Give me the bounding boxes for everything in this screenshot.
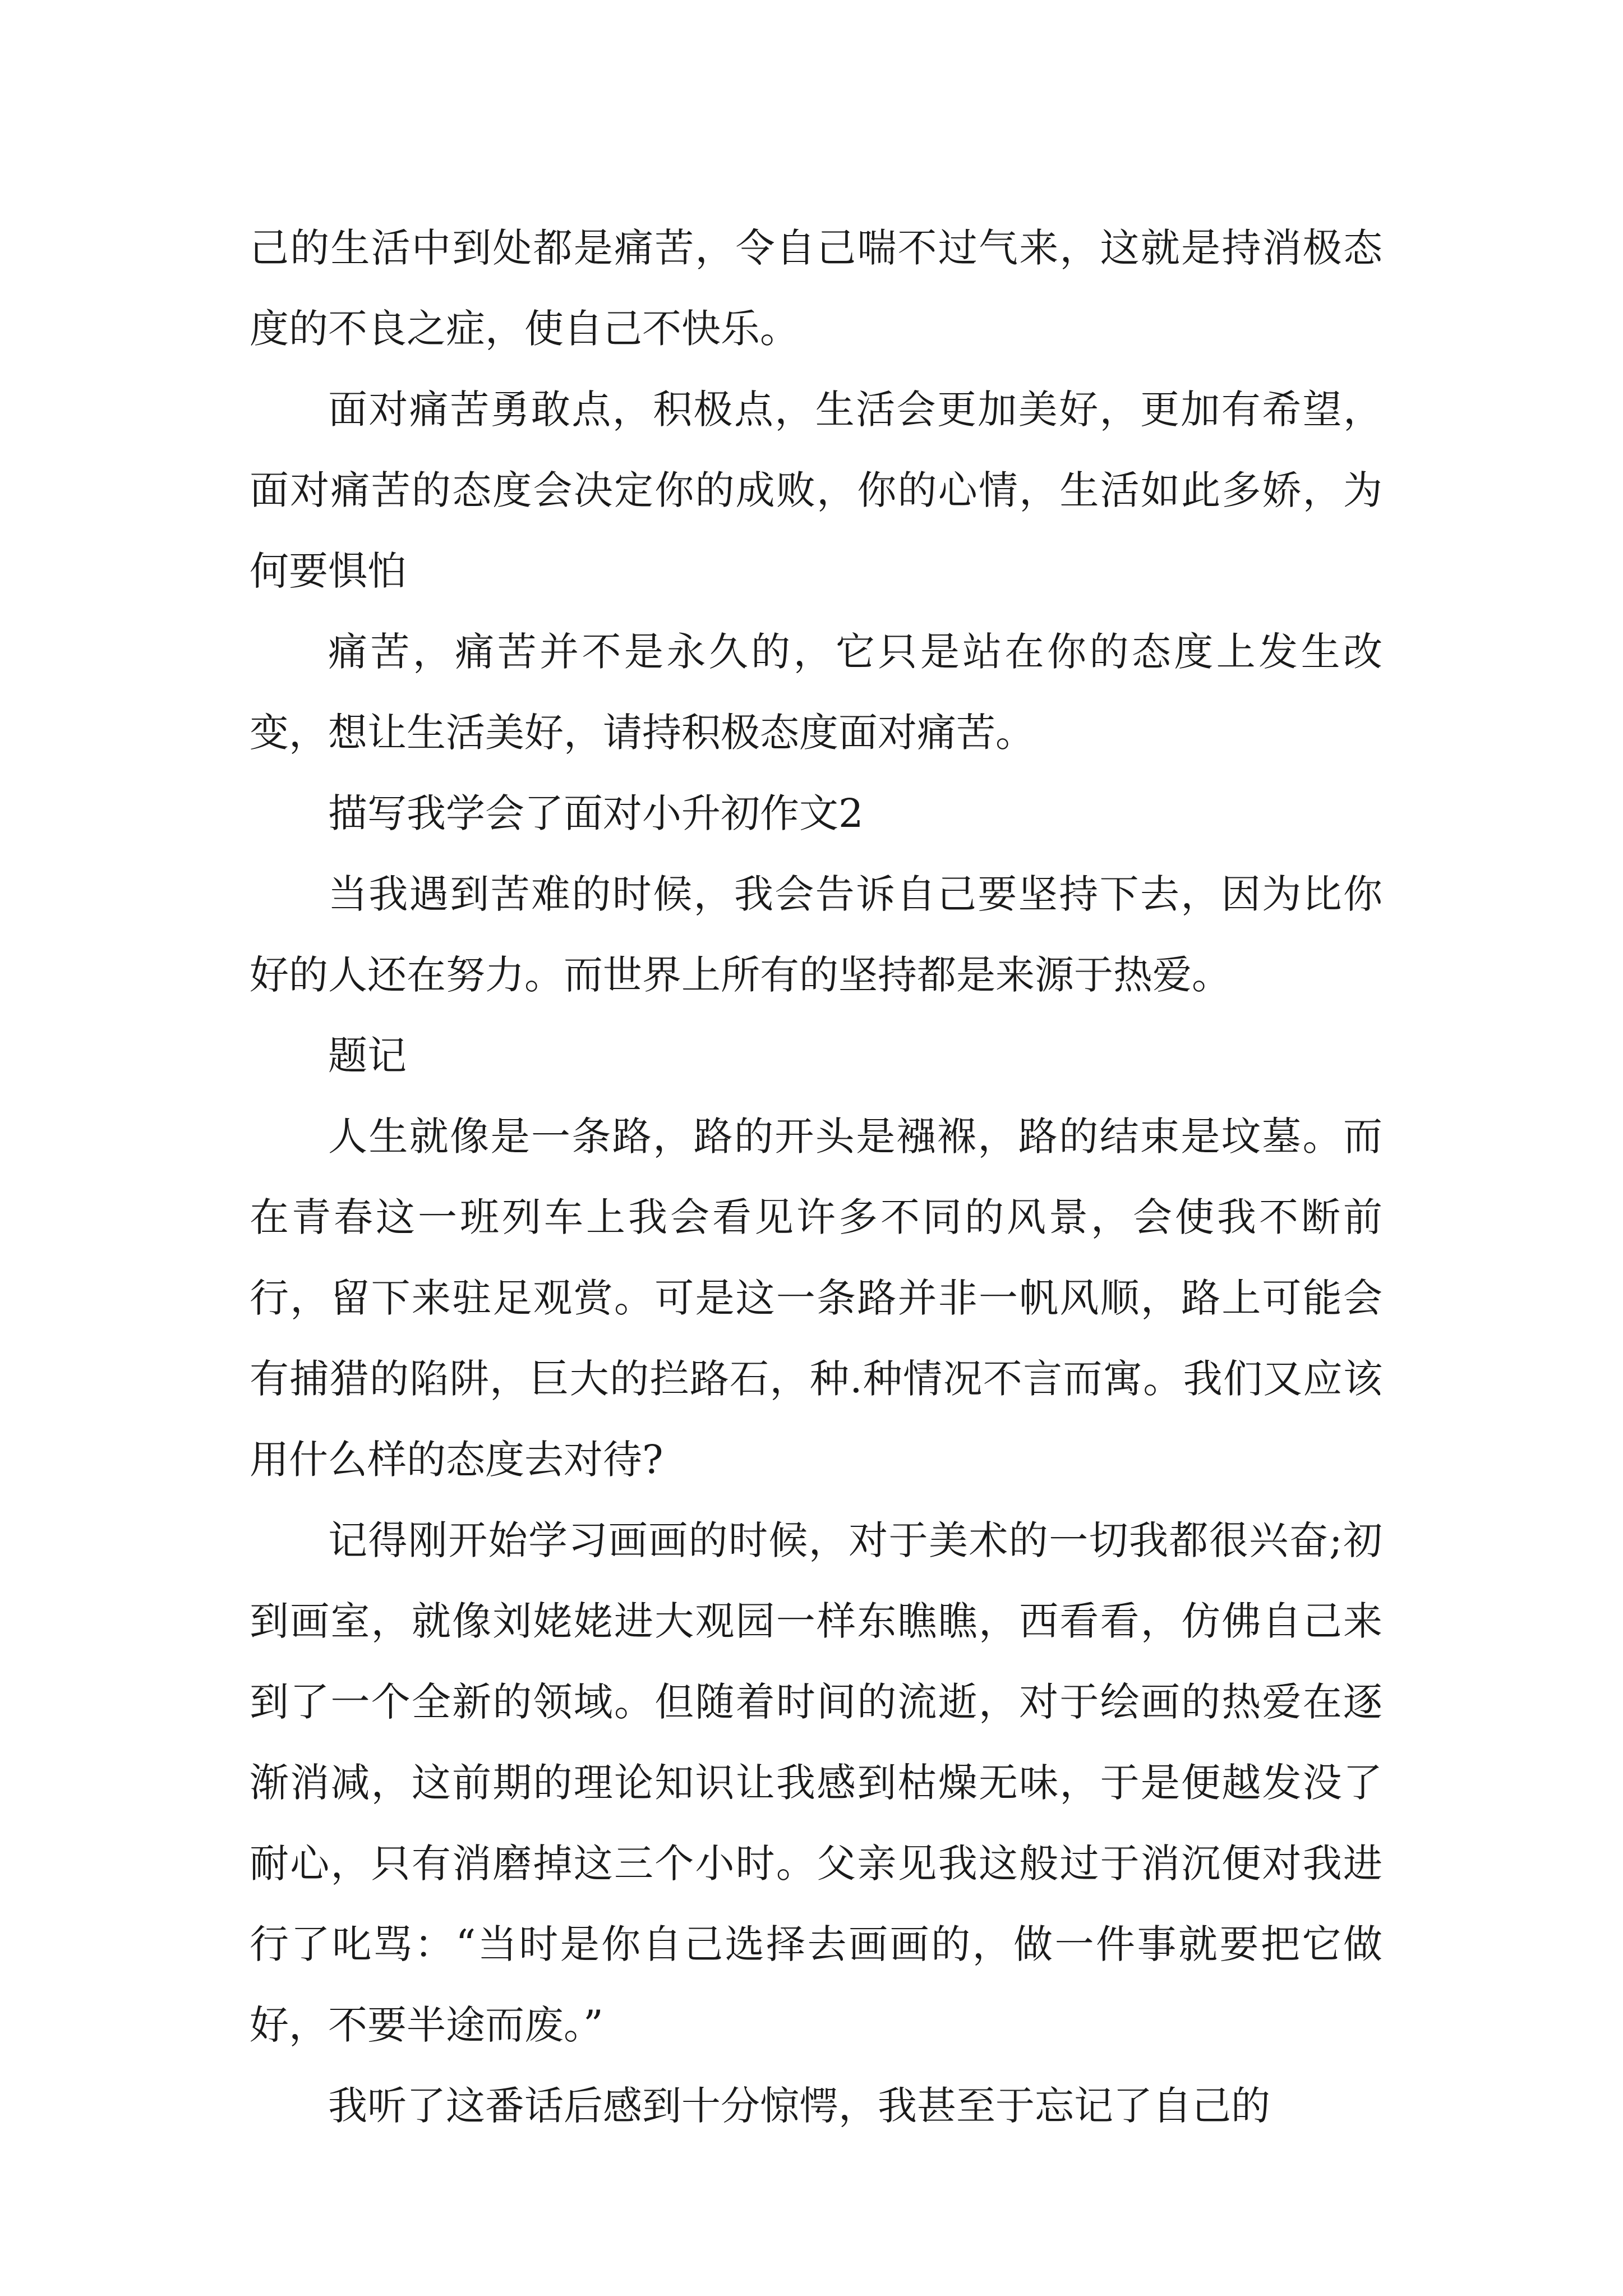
paragraph-continuation: 己的生活中到处都是痛苦，令自己喘不过气来，这就是持消极态度的不良之症，使自己不快乐。 [250, 225, 1382, 352]
paragraph: 当我遇到苦难的时候，我会告诉自己要坚持下去，因为比你好的人还在努力。而世界上所有的坚持都是来源于热爱。 [250, 871, 1382, 998]
paragraph: 我听了这番话后感到十分惊愕，我甚至于忘记了自己的 [328, 2083, 1270, 2129]
paragraph: 人生就像是一条路，路的开头是襁褓，路的结束是坟墓。而在青春这一班列车上我会看见许多不同的风景，会使我不断前行，留下来驻足观赏。可是这一条路并非一帆风顺，路上可能会有捕猎的陷阱，巨大的拦路石，种.种情况不言而寓。我们又应该用什么样的态度去对待? [250, 1114, 1382, 1483]
paragraph: 记得刚开始学习画画的时候，对于美术的一切我都很兴奋;初到画室，就像刘姥姥进大观园一样东瞧瞧，西看看，仿佛自己来到了一个全新的领域。但随着时间的流逝，对于绘画的热爱在逐渐消减，这前期的理论知识让我感到枯燥无味，于是便越发没了耐心，只有消磨掉这三个小时。父亲见我这般过于消沉便对我进行了叱骂：“当时是你自己选择去画画的，做一件事就要把它做好，不要半途而废。” [250, 1517, 1382, 2048]
section-heading: 描写我学会了面对小升初作文2 [328, 790, 864, 836]
paragraph: 题记 [328, 1033, 407, 1079]
paragraph: 面对痛苦勇敢点，积极点，生活会更加美好，更加有希望，面对痛苦的态度会决定你的成败，你的心情，生活如此多娇，为何要惧怕 [250, 386, 1382, 594]
paragraph: 痛苦，痛苦并不是永久的，它只是站在你的态度上发生改变，想让生活美好，请持积极态度面对痛苦。 [250, 629, 1382, 756]
document-body [250, 208, 1382, 2146]
